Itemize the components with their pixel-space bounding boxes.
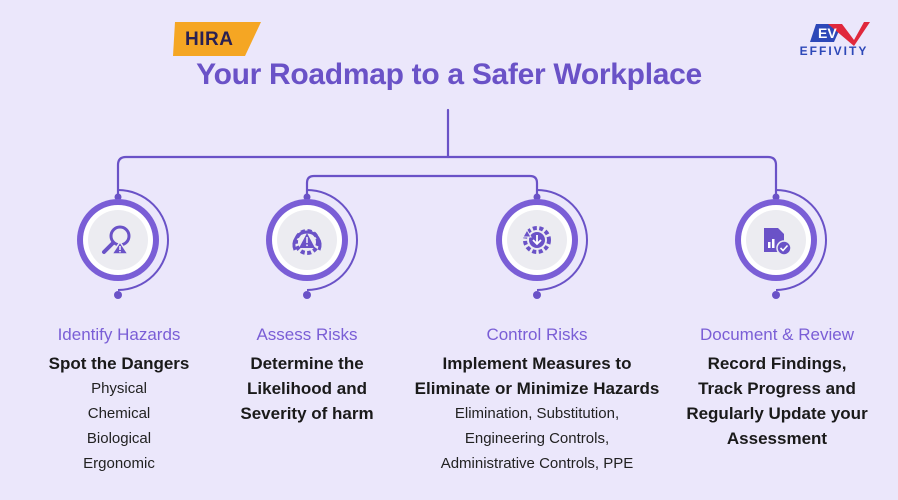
step-items: Physical Chemical Biological Ergonomic xyxy=(83,380,155,472)
page-title: Your Roadmap to a Safer Workplace xyxy=(196,58,702,91)
step-identify-hazards xyxy=(19,325,219,476)
step-items: Elimination, Substitution, Engineering Controls, Administrative Controls, PPE xyxy=(440,405,634,472)
step-document-review xyxy=(668,325,886,451)
badge-label: HIRA xyxy=(185,29,234,50)
step-assess-risks xyxy=(212,325,402,426)
step-title: Assess Risks xyxy=(256,325,358,344)
step-headline: Spot the Dangers xyxy=(48,354,190,373)
step-headline: Implement Measures to Eliminate or Minimize Hazards xyxy=(414,354,660,398)
step-headline: Determine the Likelihood and Severity of harm xyxy=(240,354,374,423)
node-control-risks xyxy=(487,190,587,290)
step-title: Document & Review xyxy=(699,325,854,344)
step-title: Identify Hazards xyxy=(57,325,181,344)
step-control-risks xyxy=(397,325,677,476)
node-identify-hazards xyxy=(68,190,168,290)
node-assess-risks xyxy=(257,190,357,290)
step-headline: Record Findings, Track Progress and Regularly Update your Assessment xyxy=(686,354,868,448)
logo-text: EFFIVITY xyxy=(799,44,869,58)
step-title: Control Risks xyxy=(486,325,588,344)
node-document-review xyxy=(726,190,826,290)
logo-mark-text: EV xyxy=(818,25,837,41)
